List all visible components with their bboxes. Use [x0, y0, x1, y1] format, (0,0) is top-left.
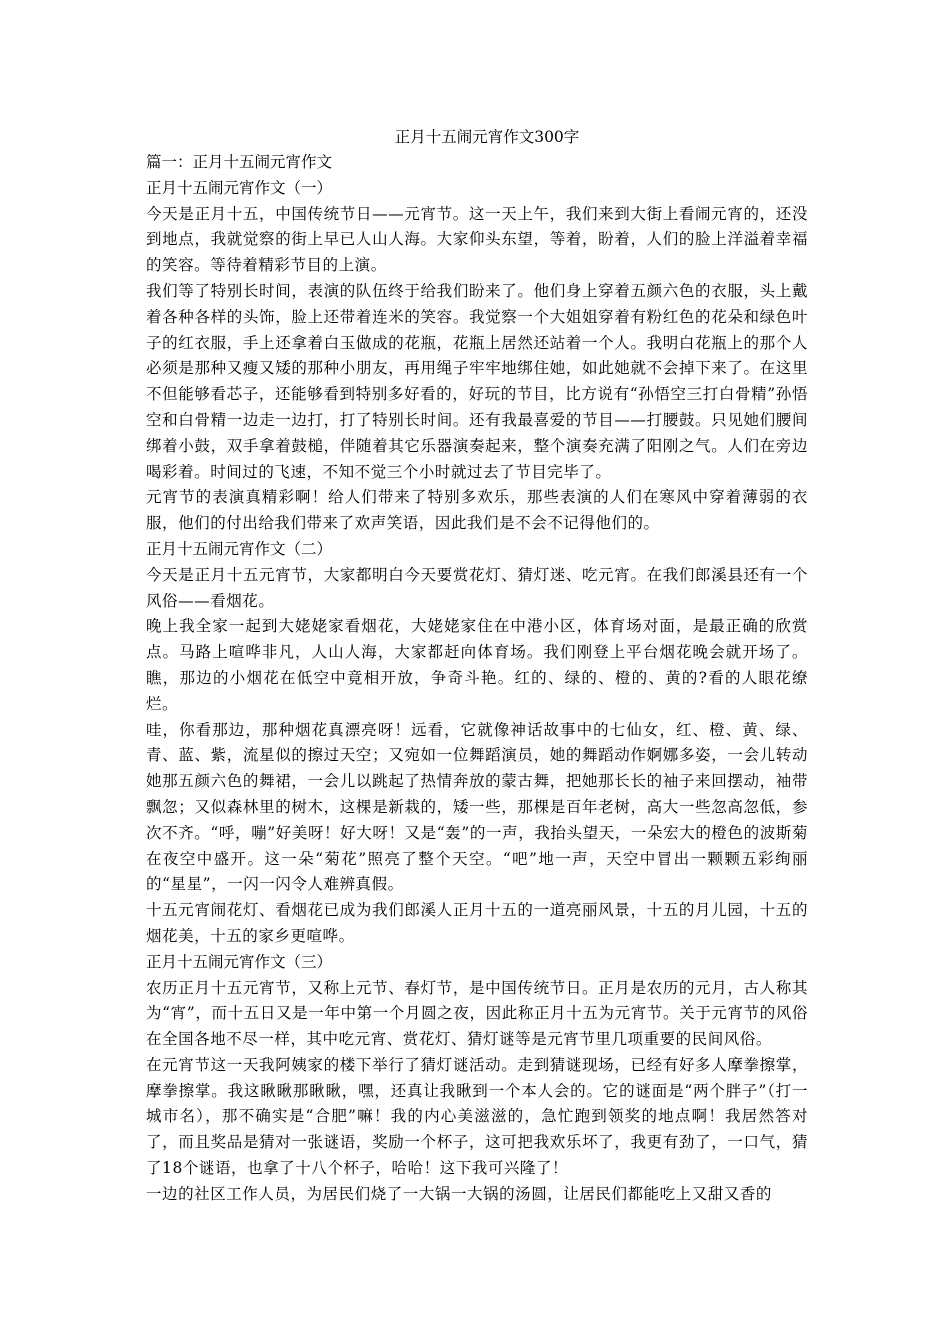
essay-paragraph: 我们等了特别长时间，表演的队伍终于给我们盼来了。他们身上穿着五颜六色的衣服，头上戴着各种各样的头饰，脸上还带着连米的笑容。我觉察一个大姐姐穿着有粉红色的花朵和绿色叶子的红衣服，手上还拿着白玉做成的花瓶，花瓶上居然还站着一个人。我明白花瓶上的那个人必须是那种又瘦又矮的那种小朋友，再用绳子牢牢地绑住她，如此她就不会掉下来了。在这里不但能够看芯子，还能够看到特别多好看的，好玩的节目，比方说有“孙悟空三打白骨精”孙悟空和白骨精一边走一边打，打了特别长时间。还有我最喜爱的节目——打腰鼓。只见她们腰间绑着小鼓，双手拿着鼓槌，伴随着其它乐器演奏起来，整个演奏充满了阳刚之气。人们在旁边喝彩着。时间过的飞速，不知不觉三个小时就过去了节目完毕了。	[146, 281, 808, 481]
essay-paragraph: 今天是正月十五元宵节，大家都明白今天要赏花灯、猜灯迷、吃元宵。在我们郎溪县还有一个风俗——看烟花。	[146, 565, 808, 610]
document-title: 正月十五闹元宵作文300字	[394, 128, 580, 146]
essay-paragraph: 十五元宵闹花灯、看烟花已成为我们郎溪人正月十五的一道亮丽风景，十五的月儿园，十五的烟花美，十五的家乡更喧哗。	[146, 901, 808, 945]
essay-heading: 正月十五闹元宵作文（一）	[146, 178, 333, 197]
essay-paragraph: 哇，你看那边，那种烟花真漂亮呀！远看，它就像神话故事中的七仙女，红、橙、黄、绿、青、蓝、紫，流星似的擦过天空；又宛如一位舞蹈演员，她的舞蹈动作婀娜多姿，一会儿转动她那五颜六色的舞裙，一会儿以跳起了热情奔放的蒙古舞，把她那长长的袖子来回摆动，袖带飘忽；又似森林里的树木，这棵是新栽的，矮一些，那棵是百年老树，高大一些忽高忽低，参次不齐。“呼，嘣”好美呀！好大呀！又是“轰”的一声，我抬头望天，一朵宏大的橙色的波斯菊在夜空中盛开。这一朵“菊花”照亮了整个天空。“吧”地一声，天空中冒出一颗颗五彩绚丽的“星星”，一闪一闪令人难辨真假。	[146, 720, 808, 894]
essay-heading: 正月十五闹元宵作文（二）	[146, 539, 333, 558]
essay-paragraph: 在元宵节这一天我阿姨家的楼下举行了猜灯谜活动。走到猜谜现场，已经有好多人摩拳擦掌，摩拳擦掌。我这瞅瞅那瞅瞅，嘿，还真让我瞅到一个本人会的。它的谜面是“两个胖子”（打一城市名），那不确实是“合肥”嘛！我的内心美滋滋的，急忙跑到领奖的地点啊！我居然答对了，而且奖品是猜对一张谜语，奖励一个杯子，这可把我欢乐坏了，我更有劲了，一口气，猜了18个谜语，也拿了十八个杯子，哈哈！这下我可兴隆了！	[146, 1055, 808, 1178]
essay-paragraph: 农历正月十五元宵节，又称上元节、春灯节，是中国传统节日。正月是农历的元月，古人称其为“宵”，而十五日又是一年中第一个月圆之夜，因此称正月十五为元宵节。关于元宵节的风俗在全国各地不尽一样，其中吃元宵、赏花灯、猜灯谜等是元宵节里几项重要的民间风俗。	[146, 978, 808, 1049]
essay-heading: 正月十五闹元宵作文（三）	[146, 952, 333, 971]
section-heading: 篇一：正月十五闹元宵作文	[146, 153, 333, 171]
essay-paragraph: 一边的社区工作人员，为居民们烧了一大锅一大锅的汤圆，让居民们都能吃上又甜又香的	[146, 1184, 772, 1203]
essay-paragraph: 今天是正月十五，中国传统节日——元宵节。这一天上午，我们来到大街上看闹元宵的，还没到地点，我就觉察的街上早已人山人海。大家仰头东望，等着，盼着，人们的脸上洋溢着幸福的笑容。等待着精彩节目的上演。	[146, 204, 808, 275]
essay-paragraph: 晚上我全家一起到大姥姥家看烟花，大姥姥家住在中港小区，体育场对面，是最正确的欣赏点。马路上喧哗非凡，人山人海，大家都赶向体育场。我们刚登上平台烟花晚会就开场了。瞧，那边的小烟花在低空中竟相开放，争奇斗艳。红的、绿的、橙的、黄的?看的人眼花缭烂。	[146, 617, 809, 713]
essay-paragraph: 元宵节的表演真精彩啊！给人们带来了特别多欢乐，那些表演的人们在寒风中穿着薄弱的衣服，他们的付出给我们带来了欢声笑语，因此我们是不会不记得他们的。	[146, 488, 808, 533]
